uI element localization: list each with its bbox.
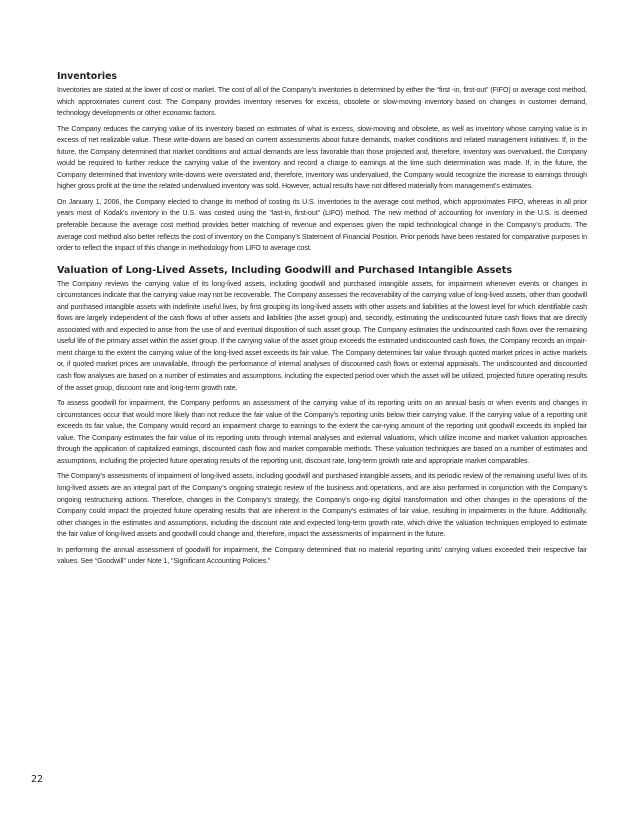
valuation-paragraph-3: The Company’s assessments of impairment of long-lived assets, including goodwill and purchased intangible assets, and its periodic review of the remaining useful lives of its long-lived assets are an integral part of the Company’s ongoing strategic review of the business and operations, and are also performed in conjunction with the Company’s ongoing restructuring actions. Therefore, changes in the Company’s strategy, the Company’s ongo-ing digital transformation and other changes in the operations of the Company could impact the projected future operating results that are inherent in the Company’s estimates of fair value, resulting in impairments in the future. Additionally, other changes in the estimates and assumptions, including the discount rate and expected long-term growth rate, which drive the valuation techniques employed to estimate the fair value of long-lived assets and goodwill could change and, therefore, impact the assessments of impairment in the future. bbox=[57, 473, 587, 539]
valuation-heading: Valuation of Long-Lived Assets, Including Goodwill and Purchased Intangible Assets bbox=[57, 264, 513, 276]
page-content bbox=[57, 71, 587, 572]
inventories-paragraph-2: The Company reduces the carrying value of its inventory based on estimates of what is excess, slow-moving and obsolete, as well as inventory whose carrying value is in excess of net realizable value. These write-downs are based on current assessments about future demands, market conditions and related management initiatives. If, in the future, the Company determined that market conditions and actual demands are less favorable than those projected and, therefore, inventory was overvalued, the Company would be required to further reduce the carrying value of the inventory and record a charge to earnings at the time such determination was made. If, in the future, the Company determined that inventory write-downs were overstated and, therefore, inventory was undervalued, the Company would recognize the increase to earnings through higher gross profit at the time the related undervalued inventory was sold. However, actual results have not differed materially from management’s estimates. bbox=[57, 125, 587, 191]
valuation-paragraph-4: In performing the annual assessment of goodwill for impairment, the Company determined that no material reporting units’ carrying values exceeded their respective fair values. See “Goodwill” under Note 1, “Significant Accounting Policies.” bbox=[57, 546, 587, 566]
page-number: 22 bbox=[31, 774, 44, 785]
inventories-heading: Inventories bbox=[57, 71, 118, 82]
inventories-section bbox=[57, 71, 587, 255]
valuation-paragraph-1: The Company reviews the carrying value of its long-lived assets, including goodwill and purchased intangible assets, for impairment whenever events or changes in circumstances indicate that the carrying value may not be recoverable. The Company assesses the recoverability of the carrying value of long-lived assets, other than goodwill and purchased intangible assets with indefinite useful lives, by first grouping its long-lived assets with other assets and liabilities at the lowest level for which identifiable cash flows are largely independent of the cash flows of other assets and liabilities (the asset group) and, secondly, estimating the undiscounted future cash flows that are directly associated with and expected to arise from the use of and eventual disposition of such asset group. The Company estimates the undiscounted cash flows over the remaining useful life of the primary asset within the asset group. If the carrying value of the asset group exceeds the estimated undiscounted cash flows, the Company records an impair-ment charge to the extent the carrying value of the long-lived asset exceeds its fair value. The Company determines fair value through quoted market prices in active markets or, if quoted market prices are unavailable, through the performance of internal analyses of discounted cash flows or external appraisals. The undiscounted and discounted cash flow analyses are based on a number of estimates and assumptions, including the expected period over which the asset will be utilized, projected future operating results of the asset group, discount rate and long-term growth rate. bbox=[57, 280, 587, 392]
inventories-paragraph-3: On January 1, 2006, the Company elected to change its method of costing its U.S. inventories to the average cost method, which approximates FIFO, whereas in all prior years most of Kodak’s inventory in the U.S. was costed using the “last-in, first-out” (LIFO) method. The new method of accounting for inventory in the U.S. is deemed preferable because the average cost method provides better matching of revenue and expenses given the rapid technological change in the Company’s products. The average cost method also better reflects the cost of inventory on the Company’s Statement of Financial Position. Prior periods have been restated for comparative purposes in order to reflect the impact of this change in methodology from LIFO to average cost. bbox=[57, 198, 587, 253]
valuation-section bbox=[57, 265, 587, 568]
inventories-paragraph-1: Inventories are stated at the lower of cost or market. The cost of all of the Company’s inventories is determined by either the “first -in, first-out” (FIFO) or average cost method, which approximates current cost. The Company provides inventory reserves for excess, obsolete or slow-moving inventory based on changes in customer demand, technology developments or other economic factors. bbox=[57, 87, 587, 118]
valuation-paragraph-2: To assess goodwill for impairment, the Company performs an assessment of the carrying value of its reporting units on an annual basis or when events and changes in circumstances occur that would more likely than not reduce the fair value of the Company’s reporting units below their carrying value. If the carrying value of a reporting unit exceeds its fair value, the Company would record an impairment charge to earnings to the extent the car-rying amount of the reporting unit goodwill exceeds its implied fair value. The Company estimates the fair value of its reporting units through internal analyses and external valuations, which utilize income and market valuation approaches through the application of capitalized earnings, discounted cash flow and market comparable methods. These valuation techniques are based on a number of estimates and assumptions, including the projected future operating results of the reporting unit, discount rate, long-term growth rate and appropriate market comparables. bbox=[57, 400, 587, 465]
